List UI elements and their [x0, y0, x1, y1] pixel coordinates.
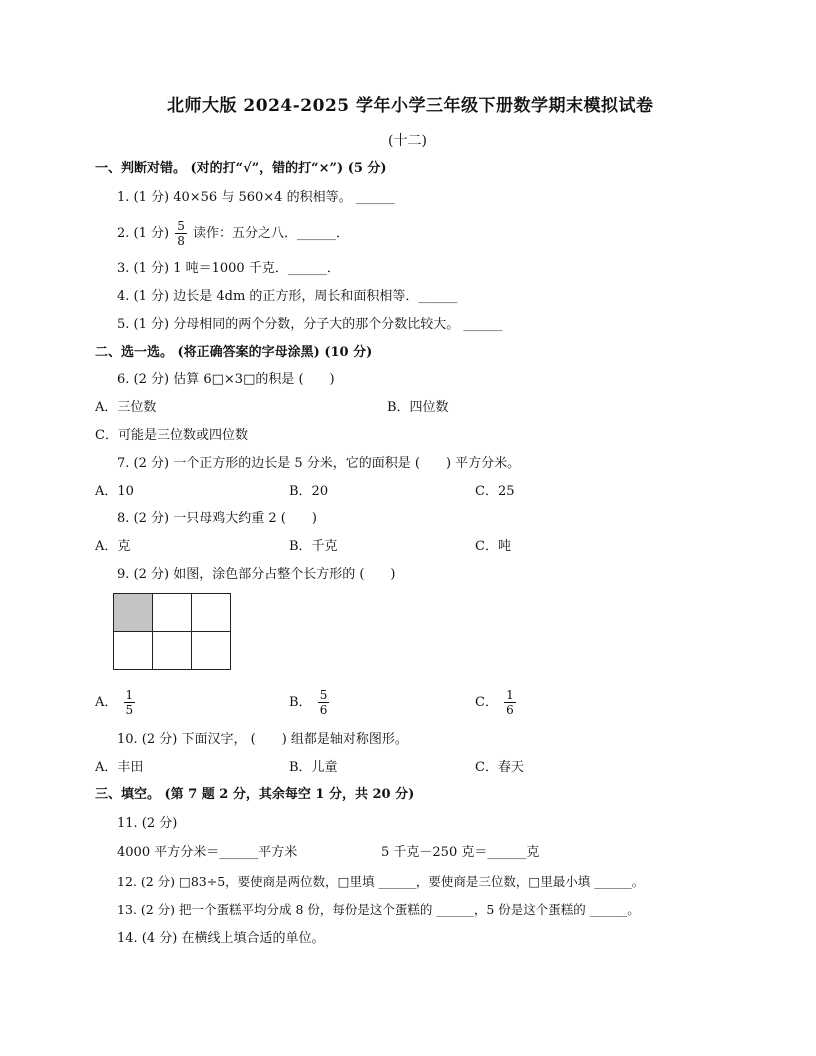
rectangle-grid-figure	[113, 593, 231, 670]
grid-cell	[192, 632, 231, 670]
question-7: 7. (2 分) 一个正方形的边长是 5 分米，它的面积是 ( ) 平方分米。	[117, 456, 521, 471]
question-7-option-a[interactable]: A．10	[95, 484, 134, 499]
question-1: 1. (1 分) 40×56 与 560×4 的积相等。 ______	[117, 190, 395, 205]
question-9-option-c[interactable]	[475, 688, 518, 718]
grid-cell-shaded	[114, 594, 153, 632]
question-9: 9. (2 分) 如图，涂色部分占整个长方形的 ( )	[117, 567, 396, 582]
section-2-heading: 二、选一选。 (将正确答案的字母涂黑) (10 分)	[95, 345, 373, 360]
question-8-option-a[interactable]: A．克	[95, 539, 131, 554]
question-7-option-b[interactable]: B．20	[289, 484, 329, 499]
question-8: 8. (2 分) 一只母鸡大约重 2 ( )	[117, 511, 317, 526]
grid-cell	[153, 632, 192, 670]
question-10-option-b[interactable]: B．儿童	[289, 760, 338, 775]
question-2-prefix: 2. (1 分)	[117, 226, 170, 241]
fraction-numerator: 1	[125, 688, 134, 702]
question-10: 10. (2 分) 下面汉字， ( ) 组都是轴对称图形。	[117, 732, 408, 747]
fraction-five-eighths	[175, 219, 187, 248]
question-6-option-a[interactable]: A．三位数	[95, 400, 157, 415]
fraction-denominator: 6	[319, 703, 328, 717]
question-10-option-a[interactable]: A．丰田	[95, 760, 144, 775]
fraction-five-sixths	[318, 688, 330, 717]
question-4: 4. (1 分) 边长是 4dm 的正方形，周长和面积相等．______	[117, 289, 458, 304]
question-9-option-a[interactable]	[95, 688, 137, 718]
fraction-denominator: 6	[506, 703, 514, 717]
question-6-option-b[interactable]: B．四位数	[387, 400, 449, 415]
question-10-option-c[interactable]: C．春天	[475, 760, 524, 775]
fraction-one-sixth	[504, 688, 516, 717]
fraction-numerator: 1	[506, 688, 514, 702]
page-title: 北师大版 2024-2025 学年小学三年级下册数学期末模拟试卷	[167, 96, 654, 116]
grid-cell	[192, 594, 231, 632]
question-12: 12. (2 分) □83÷5，要使商是两位数，□里填 ______，要使商是三位数，□里最小填 ______。	[117, 874, 645, 889]
section-3-heading: 三、填空。 (第 7 题 2 分，其余每空 1 分，共 20 分)	[95, 787, 415, 802]
question-2	[117, 219, 349, 249]
question-11-part-2: 5 千克－250 克＝______克	[381, 845, 540, 860]
option-letter: C．	[475, 695, 498, 710]
fraction-denominator: 5	[125, 703, 134, 717]
question-5: 5. (1 分) 分母相同的两个分数，分子大的那个分数比较大。 ______	[117, 317, 503, 332]
question-7-option-c[interactable]: C．25	[475, 484, 515, 499]
question-13: 13. (2 分) 把一个蛋糕平均分成 8 份，每份是这个蛋糕的 ______，5 份是这个蛋糕的 ______。	[117, 902, 640, 917]
question-8-option-b[interactable]: B．千克	[289, 539, 338, 554]
question-2-text: 读作：五分之八．______．	[193, 226, 350, 241]
section-1-heading: 一、判断对错。 (对的打“√”，错的打“×”) (5 分)	[95, 161, 387, 176]
option-letter: B．	[289, 695, 312, 710]
option-letter: A．	[95, 695, 118, 710]
fraction-denominator: 8	[177, 234, 185, 248]
fraction-one-fifth	[124, 688, 136, 717]
fraction-numerator: 5	[319, 688, 328, 702]
question-9-option-b[interactable]	[289, 688, 331, 718]
question-6: 6. (2 分) 估算 6□×3□的积是 ( )	[117, 372, 335, 387]
fraction-numerator: 5	[177, 219, 185, 233]
question-14: 14. (4 分) 在横线上填合适的单位。	[117, 931, 325, 946]
question-8-option-c[interactable]: C．吨	[475, 539, 511, 554]
grid-cell	[114, 632, 153, 670]
question-6-option-c[interactable]: C．可能是三位数或四位数	[95, 428, 248, 443]
question-11-part-1: 4000 平方分米＝______平方米	[117, 845, 298, 860]
grid-cell	[153, 594, 192, 632]
question-3: 3. (1 分) 1 吨＝1000 千克．______．	[117, 261, 340, 276]
question-11: 11. (2 分)	[117, 816, 178, 831]
page-subtitle: (十二)	[388, 133, 427, 149]
